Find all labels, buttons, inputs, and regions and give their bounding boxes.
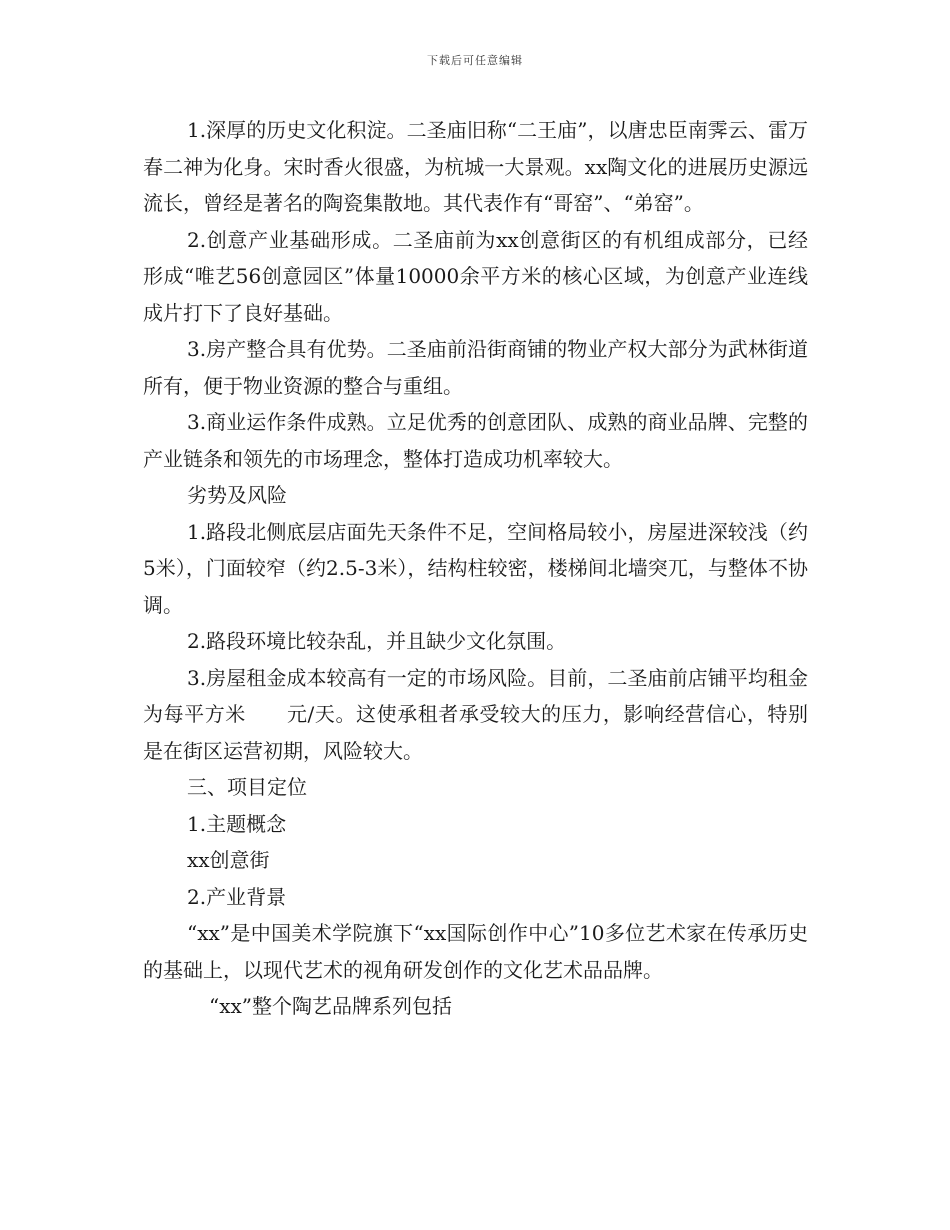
paragraph-business-conditions: 3.商业运作条件成熟。立足优秀的创意团队、成熟的商业品牌、完整的产业链条和领先的市场理念，整体打造成功机率较大。 [143,410,808,471]
paragraph-brand-series: “xx”整个陶艺品牌系列包括 [209,994,453,1018]
paragraph-environment: 2.路段环境比较杂乱，并且缺少文化氛围。 [187,629,567,653]
paragraph-creative-industry: 2.创意产业基础形成。二圣庙前为xx创意街区的有机组成部分，已经形成“唯艺56创意园区”体量10000余平方米的核心区域，为创意产业连线成片打下了良好基础。 [143,227,808,325]
heading-project-positioning: 三、项目定位 [187,775,307,799]
paragraph-rent-risk: 3.房屋租金成本较高有一定的市场风险。目前，二圣庙前店铺平均租金为每平方米 元/天。这使承租者承受较大的压力，影响经营信心，特别是在街区运营初期，风险较大。 [143,665,808,763]
paragraph-property-integration: 3.房产整合具有优势。二圣庙前沿街商铺的物业产权大部分为武林街道所有，便于物业资源的整合与重组。 [143,337,808,398]
page-header: 下载后可任意编辑 [427,54,523,67]
paragraph-theme-name: xx创意街 [187,848,270,872]
paragraph-storefront-conditions: 1.路段北侧底层店面先天条件不足，空间格局较小，房屋进深较浅（约5米），门面较窄（约2.5-3米），结构柱较密，楼梯间北墙突兀，与整体不协调。 [143,519,808,617]
document-body [143,112,808,1025]
paragraph-brand-background: “xx”是中国美术学院旗下“xx国际创作中心”10多位艺术家在传承历史的基础上，以现代艺术的视角研发创作的文化艺术品品牌。 [143,921,808,982]
heading-industry-background: 2.产业背景 [187,884,287,909]
paragraph-history-culture: 1.深厚的历史文化积淀。二圣庙旧称“二王庙”，以唐忠臣南霁云、雷万春二神为化身。宋时香火很盛，为杭城一大景观。xx陶文化的进展历史源远流长，曾经是著名的陶瓷集散地。其代表作有“哥窑”、“弟窑”。 [143,118,808,215]
heading-weaknesses-risks: 劣势及风险 [187,483,287,507]
heading-theme-concept: 1.主题概念 [187,811,287,836]
